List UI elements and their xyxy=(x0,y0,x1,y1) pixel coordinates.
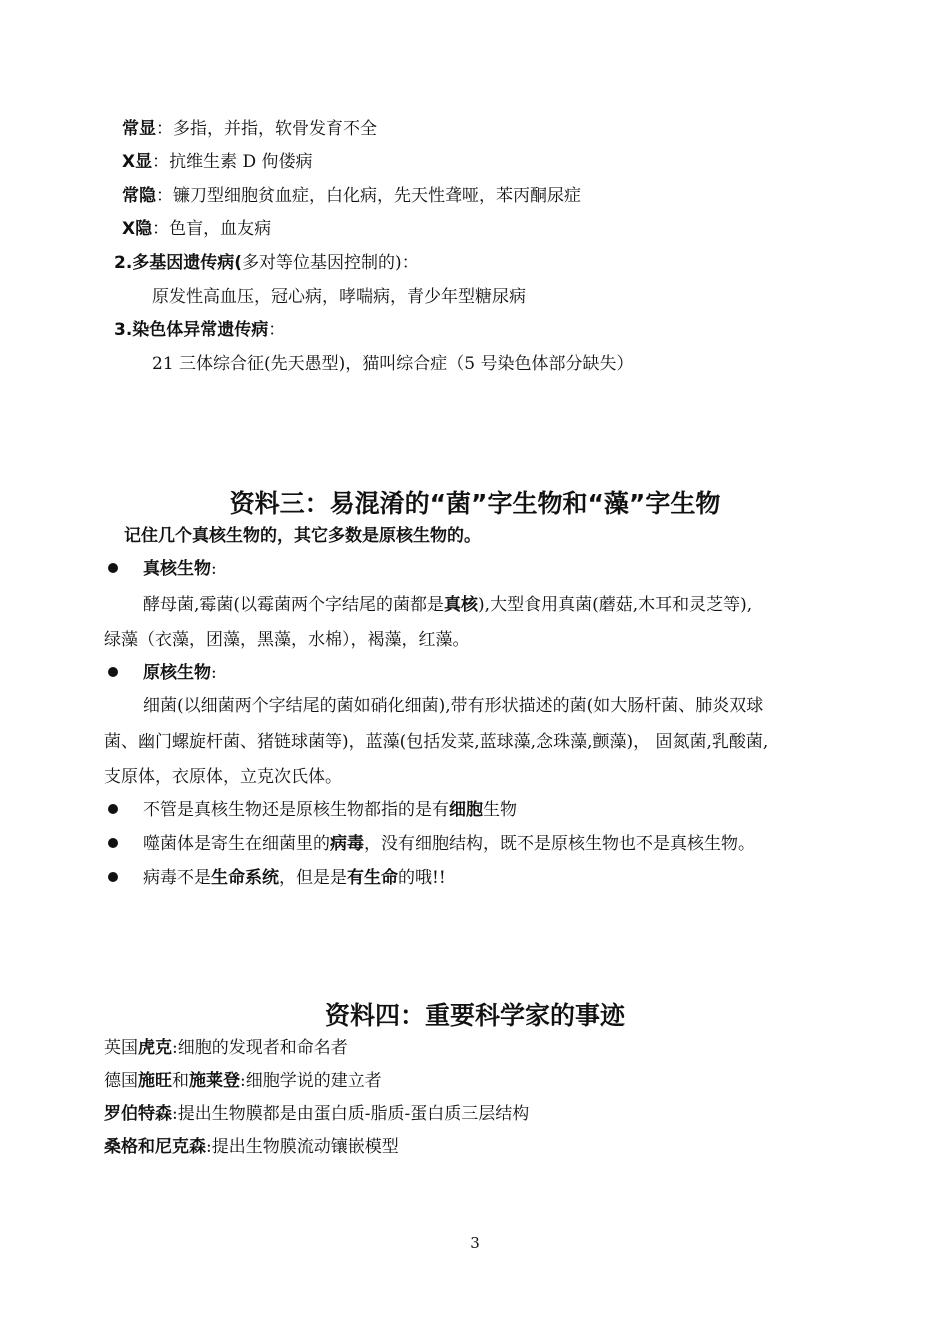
section3-title: 资料三：易混淆的“菌”字生物和“藻”字生物 xyxy=(229,489,721,518)
prokaryote-examples-line3: 支原体，衣原体，立克次氏体。 xyxy=(104,767,342,787)
scientist-singer-nicolson-line: 桑格和尼克森:提出生物膜流动镶嵌模型 xyxy=(104,1137,399,1157)
dominant-x-line: X显：抗维生素 D 佝偻病 xyxy=(122,152,313,172)
eukaryote-label-line: 真核生物: xyxy=(143,559,217,579)
phage-note-line: 噬菌体是寄生在细菌里的病毒，没有细胞结构，既不是原核生物也不是真核生物。 xyxy=(143,834,755,854)
polygenic-heading: 2.多基因遗传病(多对等位基因控制的)： xyxy=(114,253,419,273)
virus-note-line: 病毒不是生命系统，但是是有生命的哦!! xyxy=(143,868,446,888)
page-number: 3 xyxy=(470,1234,480,1252)
eukaryote-examples-line2: 绿藻（衣藻，团藻，黑藻，水棉），褐藻，红藻。 xyxy=(104,630,470,650)
section4-title: 资料四：重要科学家的事迹 xyxy=(324,1001,625,1030)
prokaryote-examples-line1: 细菌(以细菌两个字结尾的菌如硝化细菌),带有形状描述的菌(如大肠杆菌、肺炎双球 xyxy=(143,696,764,716)
recessive-x-line: X隐：色盲，血友病 xyxy=(122,219,272,239)
bullet-icon xyxy=(108,804,118,814)
bullet-icon xyxy=(108,667,118,677)
prokaryote-label-line: 原核生物: xyxy=(143,663,217,683)
bullet-icon xyxy=(108,872,118,882)
bullet-icon xyxy=(108,838,118,848)
scientist-schwann-schleiden-line: 德国施旺和施莱登:细胞学说的建立者 xyxy=(104,1071,382,1091)
eukaryote-examples-line1: 酵母菌,霉菌(以霉菌两个字结尾的菌都是真核),大型食用真菌(蘑菇,木耳和灵芝等), xyxy=(143,595,753,615)
recessive-autosomal-line: 常隐：镰刀型细胞贫血症，白化病，先天性聋哑，苯丙酮尿症 xyxy=(122,186,581,206)
prokaryote-examples-line2: 菌、幽门螺旋杆菌、猪链球菌等)，蓝藻(包括发菜,蓝球藻,念珠藻,颤藻)， 固氮菌,乳酸菌, xyxy=(104,732,769,752)
chromosomal-items: 21 三体综合征(先天愚型)，猫叫综合症（5 号染色体部分缺失） xyxy=(152,354,634,374)
scientist-hooke-line: 英国虎克:细胞的发现者和命名者 xyxy=(104,1038,348,1058)
cell-note-line: 不管是真核生物还是原核生物都指的是有细胞生物 xyxy=(143,800,517,820)
section3-intro: 记住几个真核生物的，其它多数是原核生物的。 xyxy=(124,526,481,546)
dominant-autosomal-line: 常显：多指，并指，软骨发育不全 xyxy=(122,119,377,139)
polygenic-items: 原发性高血压，冠心病，哮喘病，青少年型糖尿病 xyxy=(152,287,526,307)
bullet-icon xyxy=(108,563,118,573)
scientist-robertson-line: 罗伯特森:提出生物膜都是由蛋白质-脂质-蛋白质三层结构 xyxy=(104,1104,530,1124)
chromosomal-heading: 3.染色体异常遗传病： xyxy=(114,320,286,340)
